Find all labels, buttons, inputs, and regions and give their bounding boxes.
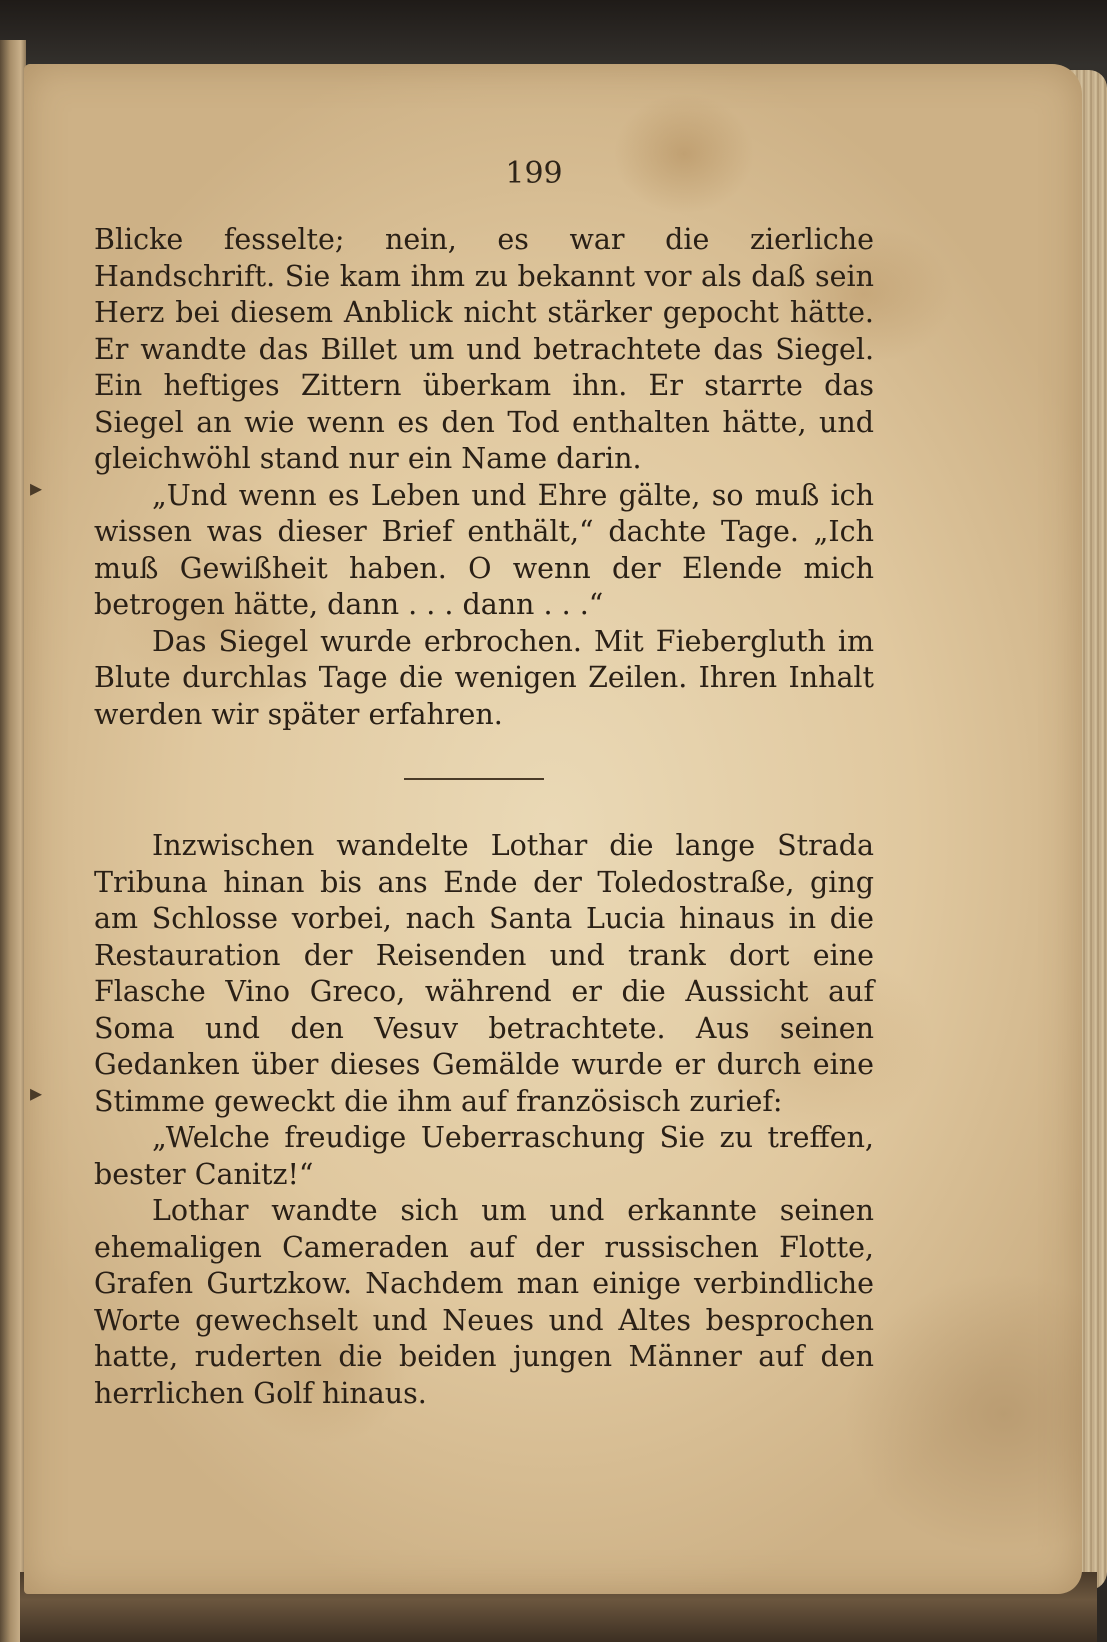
paragraph-quote-tage: „Und wenn es Leben und Ehre gälte, so muß ich wissen was dieser Brief enthält,“ dachte Tage. „Ich muß Gewißheit haben. O wenn der Elende mich betrogen hätte, dann . . . dann . . .“ (94, 478, 874, 621)
book-spine-edge (0, 40, 26, 1642)
section-divider (404, 778, 544, 780)
page-text (94, 222, 874, 1412)
page-number: 199 (505, 156, 563, 191)
paragraph-seal-broken: Das Siegel wurde erbrochen. Mit Fiebergluth im Blute durchlas Tage die wenigen Zeilen. Ihren Inhalt werden wir später erfahren. (94, 624, 874, 731)
book-page (24, 64, 1082, 1594)
paragraph-lothar-comrade: Lothar wandte sich um und erkannte seinen ehemaligen Cameraden auf der russischen Flotte, Grafen Gurtzkow. Nachdem man einige verbindliche Worte gewechselt und Neues und Altes besprochen hatte, ruderten die beiden jungen Männer auf den herrlichen Golf hinaus. (94, 1194, 874, 1410)
margin-mark: ▸ (30, 1079, 43, 1107)
margin-mark: ▸ (30, 474, 43, 502)
paragraph-continued: Blicke fesselte; nein, es war die zierliche Handschrift. Sie kam ihm zu bekannt vor als daß sein Herz bei diesem Anblick nicht stärker gepocht hätte. Er wandte das Billet um und betrachtete das Siegel. Ein heftiges Zittern überkam ihn. Er starrte das Siegel an wie wenn es den Tod enthalten hätte, und gleichwöhl stand nur ein Name darin. (94, 223, 874, 475)
paragraph-lothar-walk: Inzwischen wandelte Lothar die lange Strada Tribuna hinan bis ans Ende der Toledostraße, ging am Schlosse vorbei, nach Santa Lucia hinaus in die Restauration der Reisenden und trank dort eine Flasche Vino Greco, während er die Aussicht auf Soma und den Vesuv betrachtete. Aus seinen Gedanken über dieses Gemälde wurde er durch eine Stimme geweckt die ihm auf französisch zurief: (94, 829, 874, 1118)
paragraph-greeting-quote: „Welche freudige Ueberraschung Sie zu treffen, bester Canitz!“ (94, 1121, 874, 1191)
